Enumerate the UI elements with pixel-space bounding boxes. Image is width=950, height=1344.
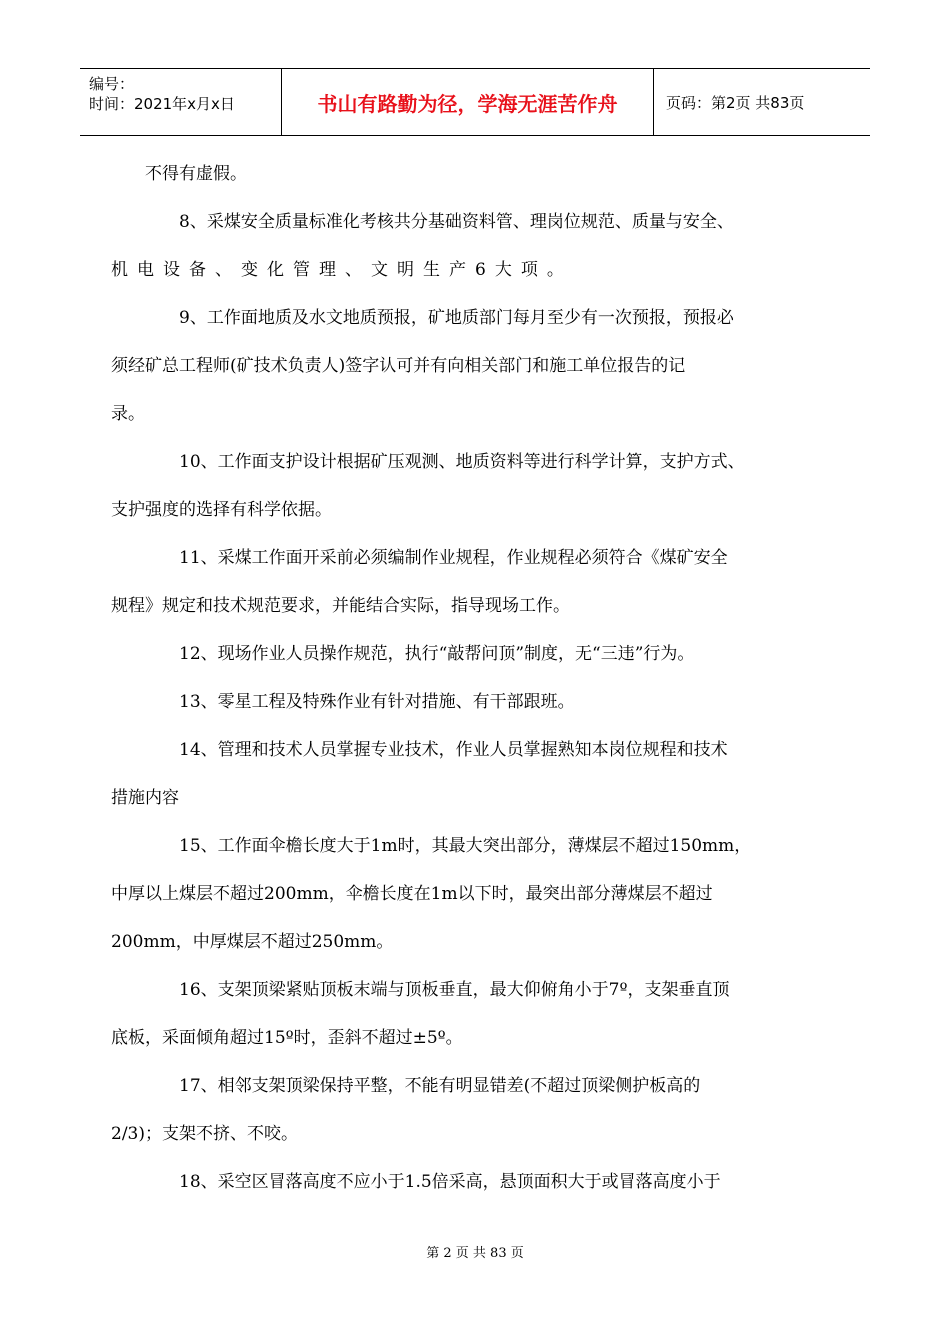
paragraph-item-8 — [111, 198, 805, 294]
paragraph-line: 不得有虚假。 — [145, 164, 247, 184]
paragraph-item-12 — [145, 630, 805, 678]
paragraph-line: 2/3)；支架不挤、不咬。 — [111, 1124, 298, 1144]
paragraph-line: 14、管理和技术人员掌握专业技术，作业人员掌握熟知本岗位规程和技术 — [179, 740, 728, 760]
paragraph-item-17 — [111, 1062, 805, 1158]
document-header — [80, 68, 870, 136]
paragraph-item-11 — [111, 534, 805, 630]
document-number-label: 编号： — [89, 75, 135, 93]
paragraph-line: 18、采空区冒落高度不应小于1.5倍采高，悬顶面积大于或冒落高度小于 — [179, 1172, 721, 1192]
document-body — [111, 150, 805, 1206]
paragraph-item-16 — [111, 966, 805, 1062]
paragraph-item-15 — [111, 822, 805, 966]
paragraph-line: 8、采煤安全质量标准化考核共分基础资料管、理岗位规范、质量与安全、 — [179, 212, 734, 232]
paragraph-line: 底板，采面倾角超过15º时，歪斜不超过±5º。 — [111, 1028, 463, 1048]
paragraph-line: 支护强度的选择有科学依据。 — [111, 500, 332, 520]
paragraph-item-14 — [111, 726, 805, 822]
paragraph-line: 15、工作面伞檐长度大于1m时，其最大突出部分，薄煤层不超过150mm， — [179, 836, 752, 856]
paragraph-line: 11、采煤工作面开采前必须编制作业规程，作业规程必须符合《煤矿安全 — [179, 548, 728, 568]
header-page-cell — [654, 69, 870, 135]
paragraph-line: 机电设备、变化管理、文明生产6大项。 — [111, 260, 573, 280]
paragraph-line: 中厚以上煤层不超过200mm，伞檐长度在1m以下时，最突出部分薄煤层不超过 — [111, 884, 713, 904]
paragraph-item-10 — [111, 438, 805, 534]
header-motto-cell — [282, 69, 654, 135]
paragraph-line: 16、支架顶梁紧贴顶板末端与顶板垂直，最大仰俯角小于7º，支架垂直顶 — [179, 980, 730, 1000]
paragraph-continuation — [145, 150, 805, 198]
header-page-info: 页码：第2页 共83页 — [666, 93, 805, 112]
paragraph-item-13 — [145, 678, 805, 726]
header-motto: 书山有路勤为径，学海无涯苦作舟 — [317, 91, 618, 116]
paragraph-line: 规程》规定和技术规范要求，并能结合实际，指导现场工作。 — [111, 596, 570, 616]
paragraph-line: 10、工作面支护设计根据矿压观测、地质资料等进行科学计算，支护方式、 — [179, 452, 745, 472]
paragraph-line: 17、相邻支架顶梁保持平整，不能有明显错差(不超过顶梁侧护板高的 — [179, 1076, 701, 1096]
paragraph-item-18 — [145, 1158, 805, 1206]
header-meta-cell — [80, 69, 282, 135]
paragraph-line: 须经矿总工程师(矿技术负责人)签字认可并有向相关部门和施工单位报告的记 — [111, 356, 686, 376]
paragraph-line: 措施内容 — [111, 788, 179, 808]
paragraph-line: 12、现场作业人员操作规范，执行“敲帮问顶”制度，无“三违”行为。 — [179, 644, 695, 664]
paragraph-line: 9、工作面地质及水文地质预报，矿地质部门每月至少有一次预报，预报必 — [179, 308, 734, 328]
paragraph-line: 录。 — [111, 404, 145, 424]
paragraph-line: 13、零星工程及特殊作业有针对措施、有干部跟班。 — [179, 692, 575, 712]
paragraph-item-9 — [111, 294, 805, 438]
document-date-label: 时间：2021年x月x日 — [89, 95, 235, 113]
page-footer: 第 2 页 共 83 页 — [426, 1246, 524, 1261]
paragraph-line: 200mm，中厚煤层不超过250mm。 — [111, 932, 394, 952]
